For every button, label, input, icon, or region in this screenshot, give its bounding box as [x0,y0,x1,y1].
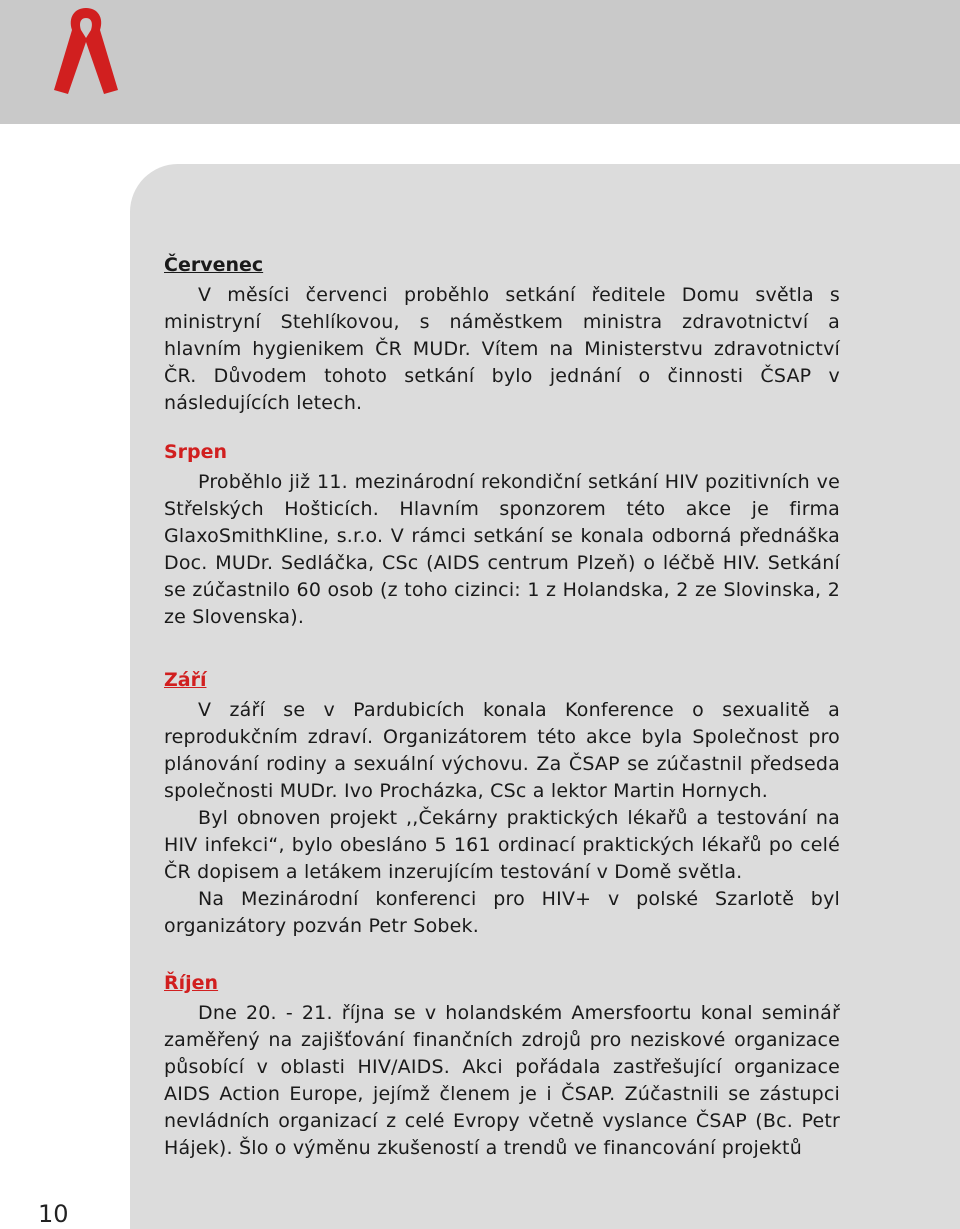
article [164,252,840,1184]
section-zari [164,667,840,940]
section-cervenec [164,252,840,417]
section-heading: Srpen [164,441,228,463]
section-paragraph: Proběhlo již 11. mezinárodní rekondiční setkání HIV pozitivních ve Střelských Hošticích. Hlavním sponzorem této akce je firma GlaxoSmithKline, s.r.o. V rámci setkání se konala odborná přednáška Doc. MUDr. Sedláčka, CSc (AIDS centrum Plzeň) o léčbě HIV. Setkání se zúčastnilo 60 osob (z toho cizinci: 1 z Holandska, 2 ze Slovinska, 2 ze Slovenska). [164,471,840,628]
section-heading: Září [164,669,207,691]
section-heading: Červenec [164,254,264,276]
page-number: 10 [38,1200,69,1228]
header-band [0,0,960,124]
section-paragraph: V měsíci červenci proběhlo setkání ředitele Domu světla s ministryní Stehlíkovou, s náměstkem ministra zdravotnictví a hlavním hygienikem ČR MUDr. Vítem na Ministerstvu zdravotnictví ČR. Důvodem tohoto setkání bylo jednání o činnosti ČSAP v následujících letech. [164,284,840,414]
section-paragraph: V září se v Pardubicích konala Konference o sexualitě a reprodukčním zdraví. Organizátorem této akce byla Společnost pro plánování rodiny a sexuální výchovu. Za ČSAP se zúčastnil předseda společnosti MUDr. Ivo Procházka, CSc a lektor Martin Hornych. [164,699,840,802]
section-srpen [164,439,840,631]
section-paragraph: Na Mezinárodní konferenci pro HIV+ v polské Szarlotě byl organizátory pozván Petr Sobek. [164,888,840,937]
section-rijen [164,970,840,1162]
red-ribbon-icon [46,4,126,96]
section-paragraph: Byl obnoven projekt ,,Čekárny praktických lékařů a testování na HIV infekci“, bylo obesláno 5 161 ordinací praktických lékařů po celé ČR dopisem a letákem inzerujícím testování v Domě světla. [164,807,840,883]
section-paragraph: Dne 20. - 21. října se v holandském Amersfoortu konal seminář zaměřený na zajišťování finančních zdrojů pro neziskové organizace působící v oblasti HIV/AIDS. Akci pořádala zastřešující organizace AIDS Action Europe, jejímž členem je i ČSAP. Zúčastnili se zástupci nevládních organizací z celé Evropy včetně vyslance ČSAP (Bc. Petr Hájek). Šlo o výměnu zkušeností a trendů ve financování projektů [164,1002,840,1159]
section-heading: Říjen [164,972,219,994]
